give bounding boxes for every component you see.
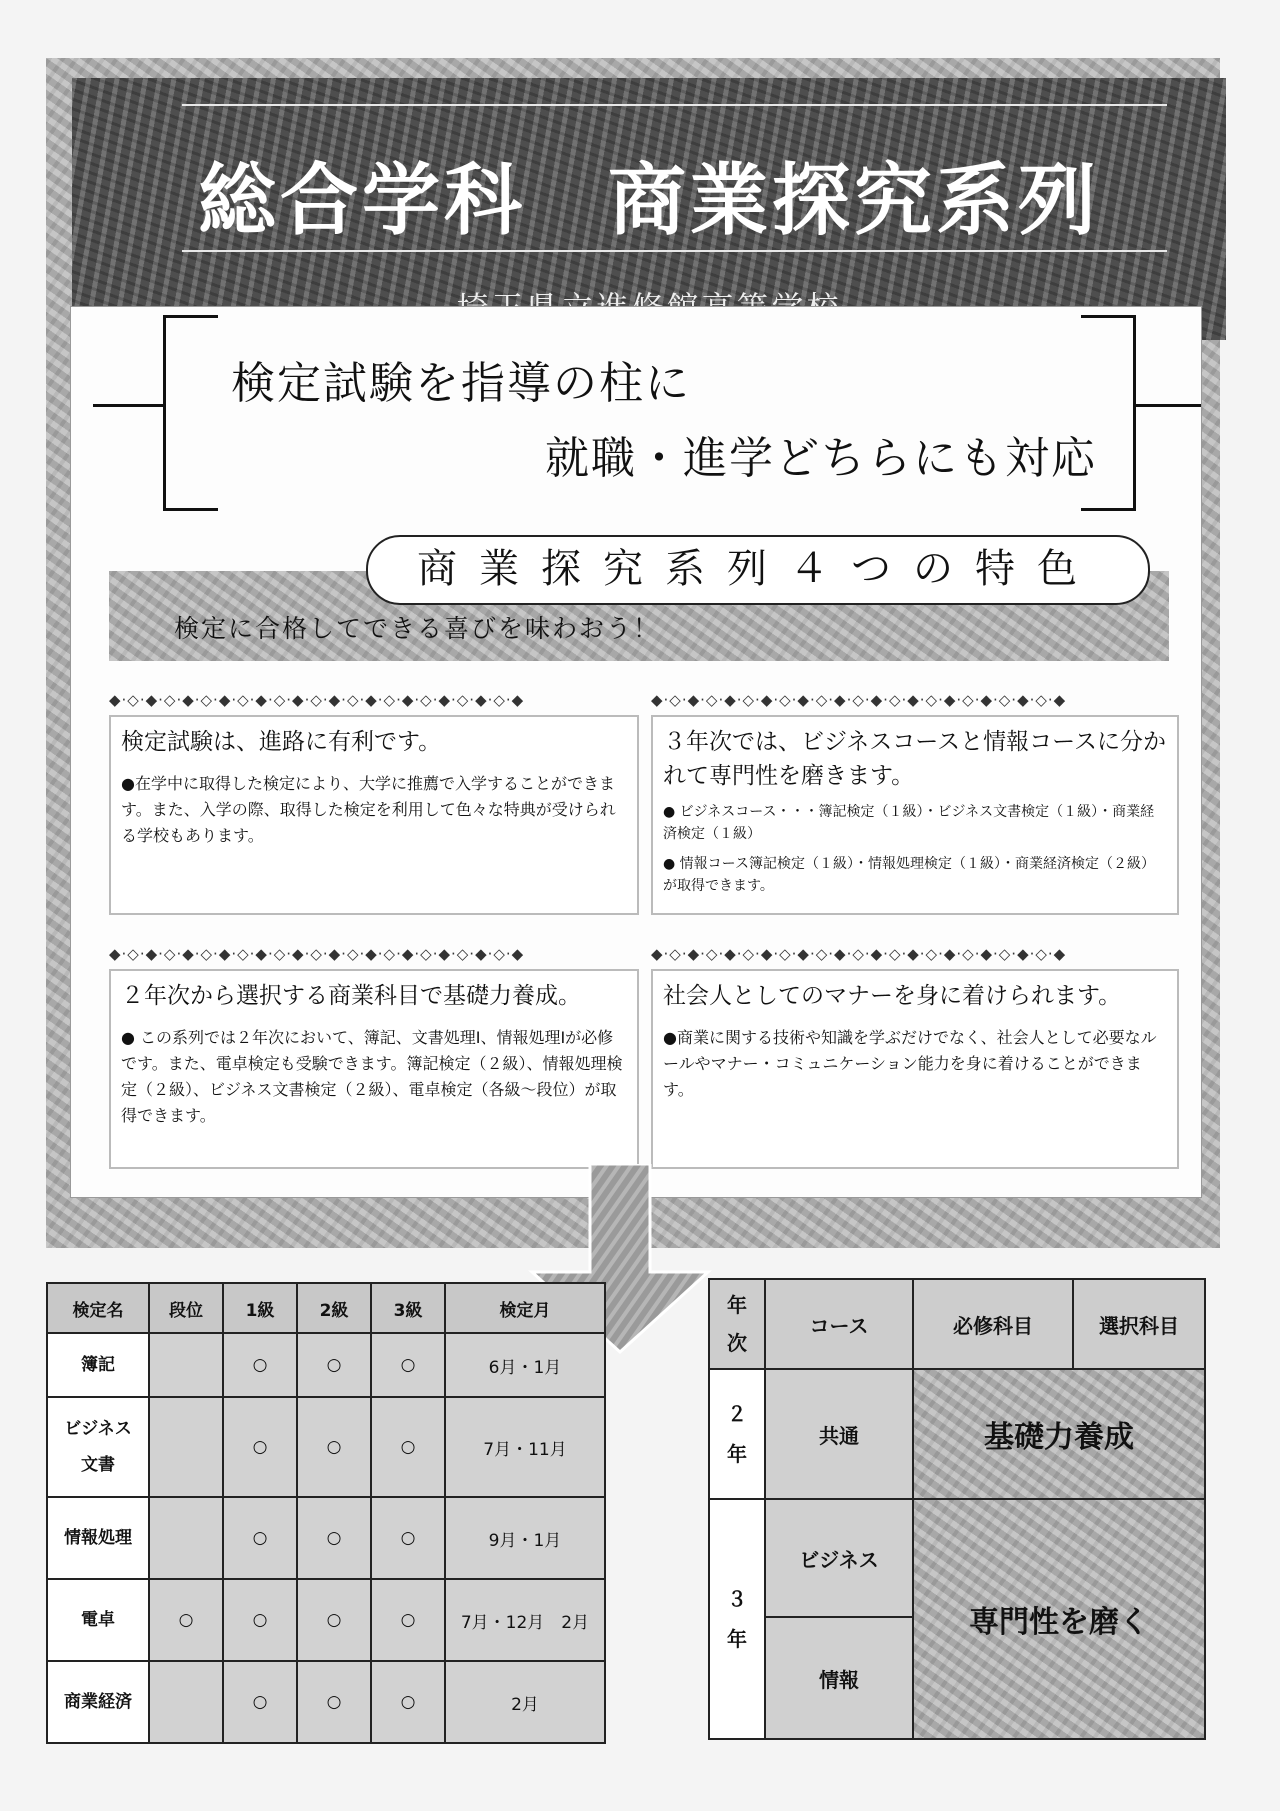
table-row — [47, 1661, 605, 1743]
table-header-row — [709, 1279, 1205, 1369]
grade-cell: ○ — [371, 1397, 445, 1497]
slogan-line-2: 就職・進学どちらにも対応 — [545, 433, 1097, 484]
feature-title: ３年次では、ビジネスコースと情報コースに分かれて専門性を磨きます。 — [663, 729, 1167, 789]
grade-cell — [149, 1333, 223, 1397]
bracket-left — [163, 315, 218, 511]
content-panel — [70, 306, 1202, 1198]
diamond-ornament: ◆·◇·◆·◇·◆·◇·◆·◇·◆·◇·◆·◇·◆·◇·◆·◇·◆·◇·◆·◇·◆·◇·◆ — [109, 691, 525, 709]
catchphrase: 検定に合格してできる喜びを味わおう！ — [174, 614, 661, 643]
grade-cell: ○ — [297, 1661, 371, 1743]
feature-body: ● この系列では２年次において、簿記、文書処理Ⅰ、情報処理Ⅰが必修です。また、電卓検定も受験できます。簿記検定（２級）、情報処理検定（２級）、ビジネス文書検定（２級）、電卓検定（各級～段位）が取得できます。 — [121, 1028, 623, 1125]
course-common: 共通 — [765, 1369, 913, 1499]
feature-body: ●在学中に取得した検定により、大学に推薦で入学することができます。また、入学の際、取得した検定を利用して色々な特典が受けられる学校もあります。 — [121, 774, 616, 845]
course-business: ビジネス — [765, 1499, 913, 1617]
features-heading: 商業探究系列４つの特色 — [366, 535, 1150, 605]
header-exam-name: 検定名 — [47, 1283, 149, 1333]
exam-month: 7月・11月 — [445, 1397, 605, 1497]
exam-month: 7月・12月 2月 — [445, 1579, 605, 1661]
diamond-ornament: ◆·◇·◆·◇·◆·◇·◆·◇·◆·◇·◆·◇·◆·◇·◆·◇·◆·◇·◆·◇·◆·◇·◆ — [651, 945, 1067, 963]
header-elective: 選択科目 — [1073, 1279, 1205, 1369]
year-3-cell: ３ 年 — [709, 1499, 765, 1739]
diamond-ornament: ◆·◇·◆·◇·◆·◇·◆·◇·◆·◇·◆·◇·◆·◇·◆·◇·◆·◇·◆·◇·◆·◇·◆ — [651, 691, 1067, 709]
grade-cell: ○ — [297, 1397, 371, 1497]
page-title: 総合学科 商業探究系列 — [197, 156, 1100, 246]
basic-skills-cell: 基礎力養成 — [913, 1369, 1205, 1499]
feature-title: 社会人としてのマナーを身に着けられます。 — [663, 983, 1122, 1009]
table-row — [47, 1579, 605, 1661]
header-rule-bottom — [182, 250, 1167, 252]
course-info: 情報 — [765, 1617, 913, 1739]
grade-cell — [149, 1661, 223, 1743]
table-row — [47, 1333, 605, 1397]
feature-box — [109, 715, 639, 915]
course-table — [708, 1278, 1206, 1740]
grade-cell: ○ — [371, 1497, 445, 1579]
grade-cell — [149, 1497, 223, 1579]
grade-cell: ○ — [371, 1579, 445, 1661]
header-year: 年 次 — [709, 1279, 765, 1369]
header-rule-top — [182, 104, 1167, 106]
slogan-line-1: 検定試験を指導の柱に — [231, 358, 691, 409]
year-2-cell: ２ 年 — [709, 1369, 765, 1499]
feature-card-2 — [651, 691, 1179, 936]
grade-cell: ○ — [223, 1497, 297, 1579]
exam-month: 9月・1月 — [445, 1497, 605, 1579]
feature-body-business: ● ビジネスコース・・・簿記検定（１級）・ビジネス文書検定（１級）・商業経済検定（１級） — [663, 804, 1155, 842]
grade-cell: ○ — [223, 1333, 297, 1397]
exam-table — [46, 1282, 606, 1744]
grade-cell: ○ — [149, 1579, 223, 1661]
exam-month: 2月 — [445, 1661, 605, 1743]
grade-cell: ○ — [371, 1333, 445, 1397]
specialty-cell: 専門性を磨く — [913, 1499, 1205, 1739]
bracket-stub-right — [1133, 404, 1201, 407]
feature-title: 検定試験は、進路に有利です。 — [121, 729, 442, 755]
feature-card-4 — [651, 945, 1179, 1190]
header-dan: 段位 — [149, 1283, 223, 1333]
feature-body: ●商業に関する技術や知識を学ぶだけでなく、社会人として必要なルールやマナー・コミュニケーション能力を身に着けることができます。 — [663, 1028, 1157, 1099]
grade-cell: ○ — [297, 1497, 371, 1579]
grade-cell: ○ — [297, 1579, 371, 1661]
exam-name: 簿記 — [47, 1333, 149, 1397]
header-grade-1: 1級 — [223, 1283, 297, 1333]
grade-cell: ○ — [371, 1661, 445, 1743]
feature-card-1 — [109, 691, 639, 936]
grade-cell: ○ — [223, 1661, 297, 1743]
exam-month: 6月・1月 — [445, 1333, 605, 1397]
table-row-business — [709, 1499, 1205, 1617]
exam-table-body — [47, 1333, 605, 1743]
feature-body-info: ● 情報コース簿記検定（１級）・情報処理検定（１級）・商業経済検定（２級）が取得できます。 — [663, 856, 1155, 894]
feature-title: ２年次から選択する商業科目で基礎力養成。 — [121, 983, 581, 1009]
exam-name: 情報処理 — [47, 1497, 149, 1579]
feature-box — [651, 715, 1179, 915]
poster — [46, 58, 1220, 1248]
diamond-ornament: ◆·◇·◆·◇·◆·◇·◆·◇·◆·◇·◆·◇·◆·◇·◆·◇·◆·◇·◆·◇·◆·◇·◆ — [109, 945, 525, 963]
grade-cell: ○ — [223, 1579, 297, 1661]
table-header-row — [47, 1283, 605, 1333]
bracket-stub-left — [93, 404, 163, 407]
grade-cell: ○ — [297, 1333, 371, 1397]
grade-cell: ○ — [223, 1397, 297, 1497]
table-row — [47, 1497, 605, 1579]
header-grade-3: 3級 — [371, 1283, 445, 1333]
feature-box — [651, 969, 1179, 1169]
table-row — [47, 1397, 605, 1497]
header-grade-2: 2級 — [297, 1283, 371, 1333]
table-row-year2 — [709, 1369, 1205, 1499]
header-required: 必修科目 — [913, 1279, 1073, 1369]
header-course: コース — [765, 1279, 913, 1369]
header-band — [72, 78, 1226, 340]
exam-name: ビジネス 文書 — [47, 1397, 149, 1497]
header-exam-month: 検定月 — [445, 1283, 605, 1333]
exam-name: 商業経済 — [47, 1661, 149, 1743]
feature-card-3 — [109, 945, 639, 1190]
grade-cell — [149, 1397, 223, 1497]
feature-box — [109, 969, 639, 1169]
exam-name: 電卓 — [47, 1579, 149, 1661]
